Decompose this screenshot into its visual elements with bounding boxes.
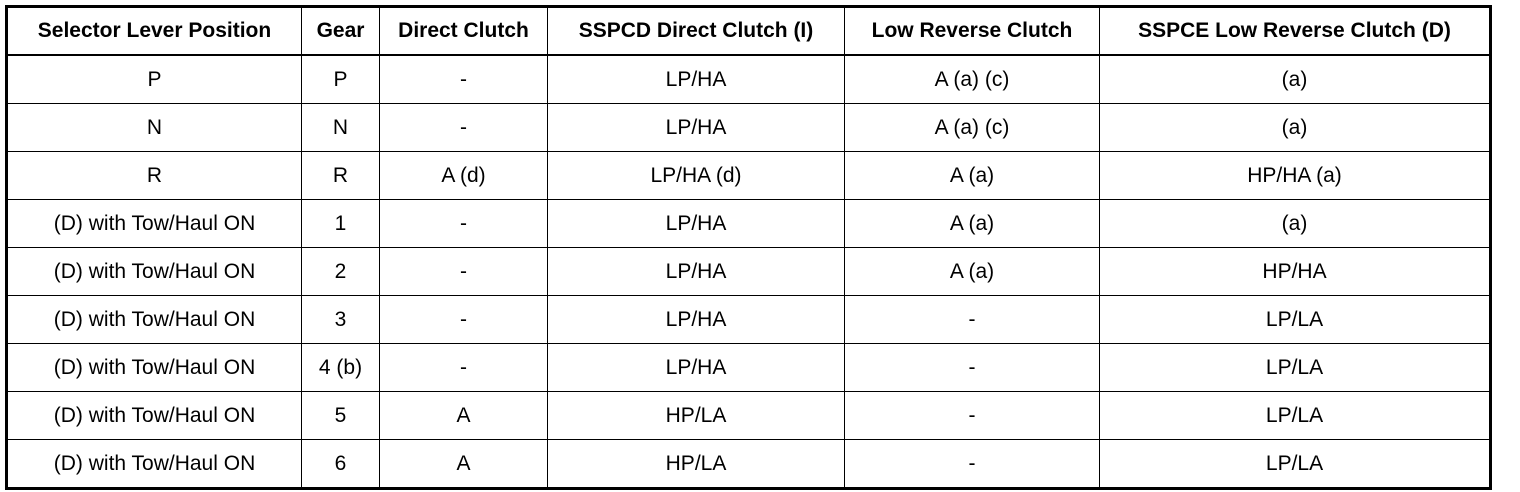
cell-sspce-low-reverse-clutch: (a) <box>1100 104 1491 152</box>
cell-selector-lever-position: N <box>7 104 302 152</box>
table-row <box>7 344 1491 392</box>
table-body <box>7 55 1491 489</box>
table-header-row <box>7 7 1491 56</box>
cell-direct-clutch: - <box>380 104 548 152</box>
cell-sspce-low-reverse-clutch: LP/LA <box>1100 440 1491 489</box>
cell-sspce-low-reverse-clutch: LP/LA <box>1100 296 1491 344</box>
cell-selector-lever-position: (D) with Tow/Haul ON <box>7 248 302 296</box>
cell-sspce-low-reverse-clutch: (a) <box>1100 55 1491 104</box>
cell-direct-clutch: - <box>380 248 548 296</box>
cell-low-reverse-clutch: - <box>845 392 1100 440</box>
table-row <box>7 200 1491 248</box>
cell-gear: N <box>302 104 380 152</box>
cell-low-reverse-clutch: - <box>845 344 1100 392</box>
cell-selector-lever-position: (D) with Tow/Haul ON <box>7 440 302 489</box>
cell-sspcd-direct-clutch: HP/LA <box>548 440 845 489</box>
cell-direct-clutch: A <box>380 392 548 440</box>
cell-direct-clutch: A <box>380 440 548 489</box>
cell-sspce-low-reverse-clutch: HP/HA (a) <box>1100 152 1491 200</box>
header-gear: Gear <box>302 7 380 56</box>
cell-direct-clutch: - <box>380 296 548 344</box>
header-sspce-low-reverse-clutch: SSPCE Low Reverse Clutch (D) <box>1100 7 1491 56</box>
header-low-reverse-clutch: Low Reverse Clutch <box>845 7 1100 56</box>
cell-selector-lever-position: (D) with Tow/Haul ON <box>7 200 302 248</box>
cell-sspcd-direct-clutch: LP/HA <box>548 104 845 152</box>
cell-low-reverse-clutch: A (a) (c) <box>845 55 1100 104</box>
table-row <box>7 248 1491 296</box>
cell-sspce-low-reverse-clutch: LP/LA <box>1100 392 1491 440</box>
cell-selector-lever-position: (D) with Tow/Haul ON <box>7 344 302 392</box>
cell-gear: 3 <box>302 296 380 344</box>
cell-gear: 6 <box>302 440 380 489</box>
cell-sspce-low-reverse-clutch: LP/LA <box>1100 344 1491 392</box>
table-row <box>7 392 1491 440</box>
cell-selector-lever-position: (D) with Tow/Haul ON <box>7 392 302 440</box>
cell-sspcd-direct-clutch: LP/HA <box>548 344 845 392</box>
table-row <box>7 55 1491 104</box>
cell-gear: 1 <box>302 200 380 248</box>
cell-low-reverse-clutch: A (a) <box>845 248 1100 296</box>
cell-gear: R <box>302 152 380 200</box>
cell-low-reverse-clutch: - <box>845 440 1100 489</box>
cell-selector-lever-position: (D) with Tow/Haul ON <box>7 296 302 344</box>
cell-sspcd-direct-clutch: LP/HA <box>548 296 845 344</box>
table-row <box>7 296 1491 344</box>
cell-sspcd-direct-clutch: LP/HA <box>548 55 845 104</box>
cell-direct-clutch: A (d) <box>380 152 548 200</box>
header-direct-clutch: Direct Clutch <box>380 7 548 56</box>
cell-low-reverse-clutch: - <box>845 296 1100 344</box>
cell-direct-clutch: - <box>380 55 548 104</box>
cell-selector-lever-position: P <box>7 55 302 104</box>
cell-sspcd-direct-clutch: LP/HA <box>548 248 845 296</box>
cell-sspcd-direct-clutch: LP/HA <box>548 200 845 248</box>
cell-sspce-low-reverse-clutch: (a) <box>1100 200 1491 248</box>
table-row <box>7 152 1491 200</box>
cell-gear: 4 (b) <box>302 344 380 392</box>
cell-selector-lever-position: R <box>7 152 302 200</box>
table-row <box>7 440 1491 489</box>
cell-direct-clutch: - <box>380 200 548 248</box>
cell-sspcd-direct-clutch: HP/LA <box>548 392 845 440</box>
cell-low-reverse-clutch: A (a) <box>845 152 1100 200</box>
header-sspcd-direct-clutch: SSPCD Direct Clutch (I) <box>548 7 845 56</box>
cell-low-reverse-clutch: A (a) <box>845 200 1100 248</box>
table-row <box>7 104 1491 152</box>
cell-gear: 2 <box>302 248 380 296</box>
cell-gear: 5 <box>302 392 380 440</box>
cell-low-reverse-clutch: A (a) (c) <box>845 104 1100 152</box>
cell-direct-clutch: - <box>380 344 548 392</box>
clutch-application-table <box>5 5 1492 490</box>
cell-sspce-low-reverse-clutch: HP/HA <box>1100 248 1491 296</box>
cell-gear: P <box>302 55 380 104</box>
header-selector-lever-position: Selector Lever Position <box>7 7 302 56</box>
cell-sspcd-direct-clutch: LP/HA (d) <box>548 152 845 200</box>
